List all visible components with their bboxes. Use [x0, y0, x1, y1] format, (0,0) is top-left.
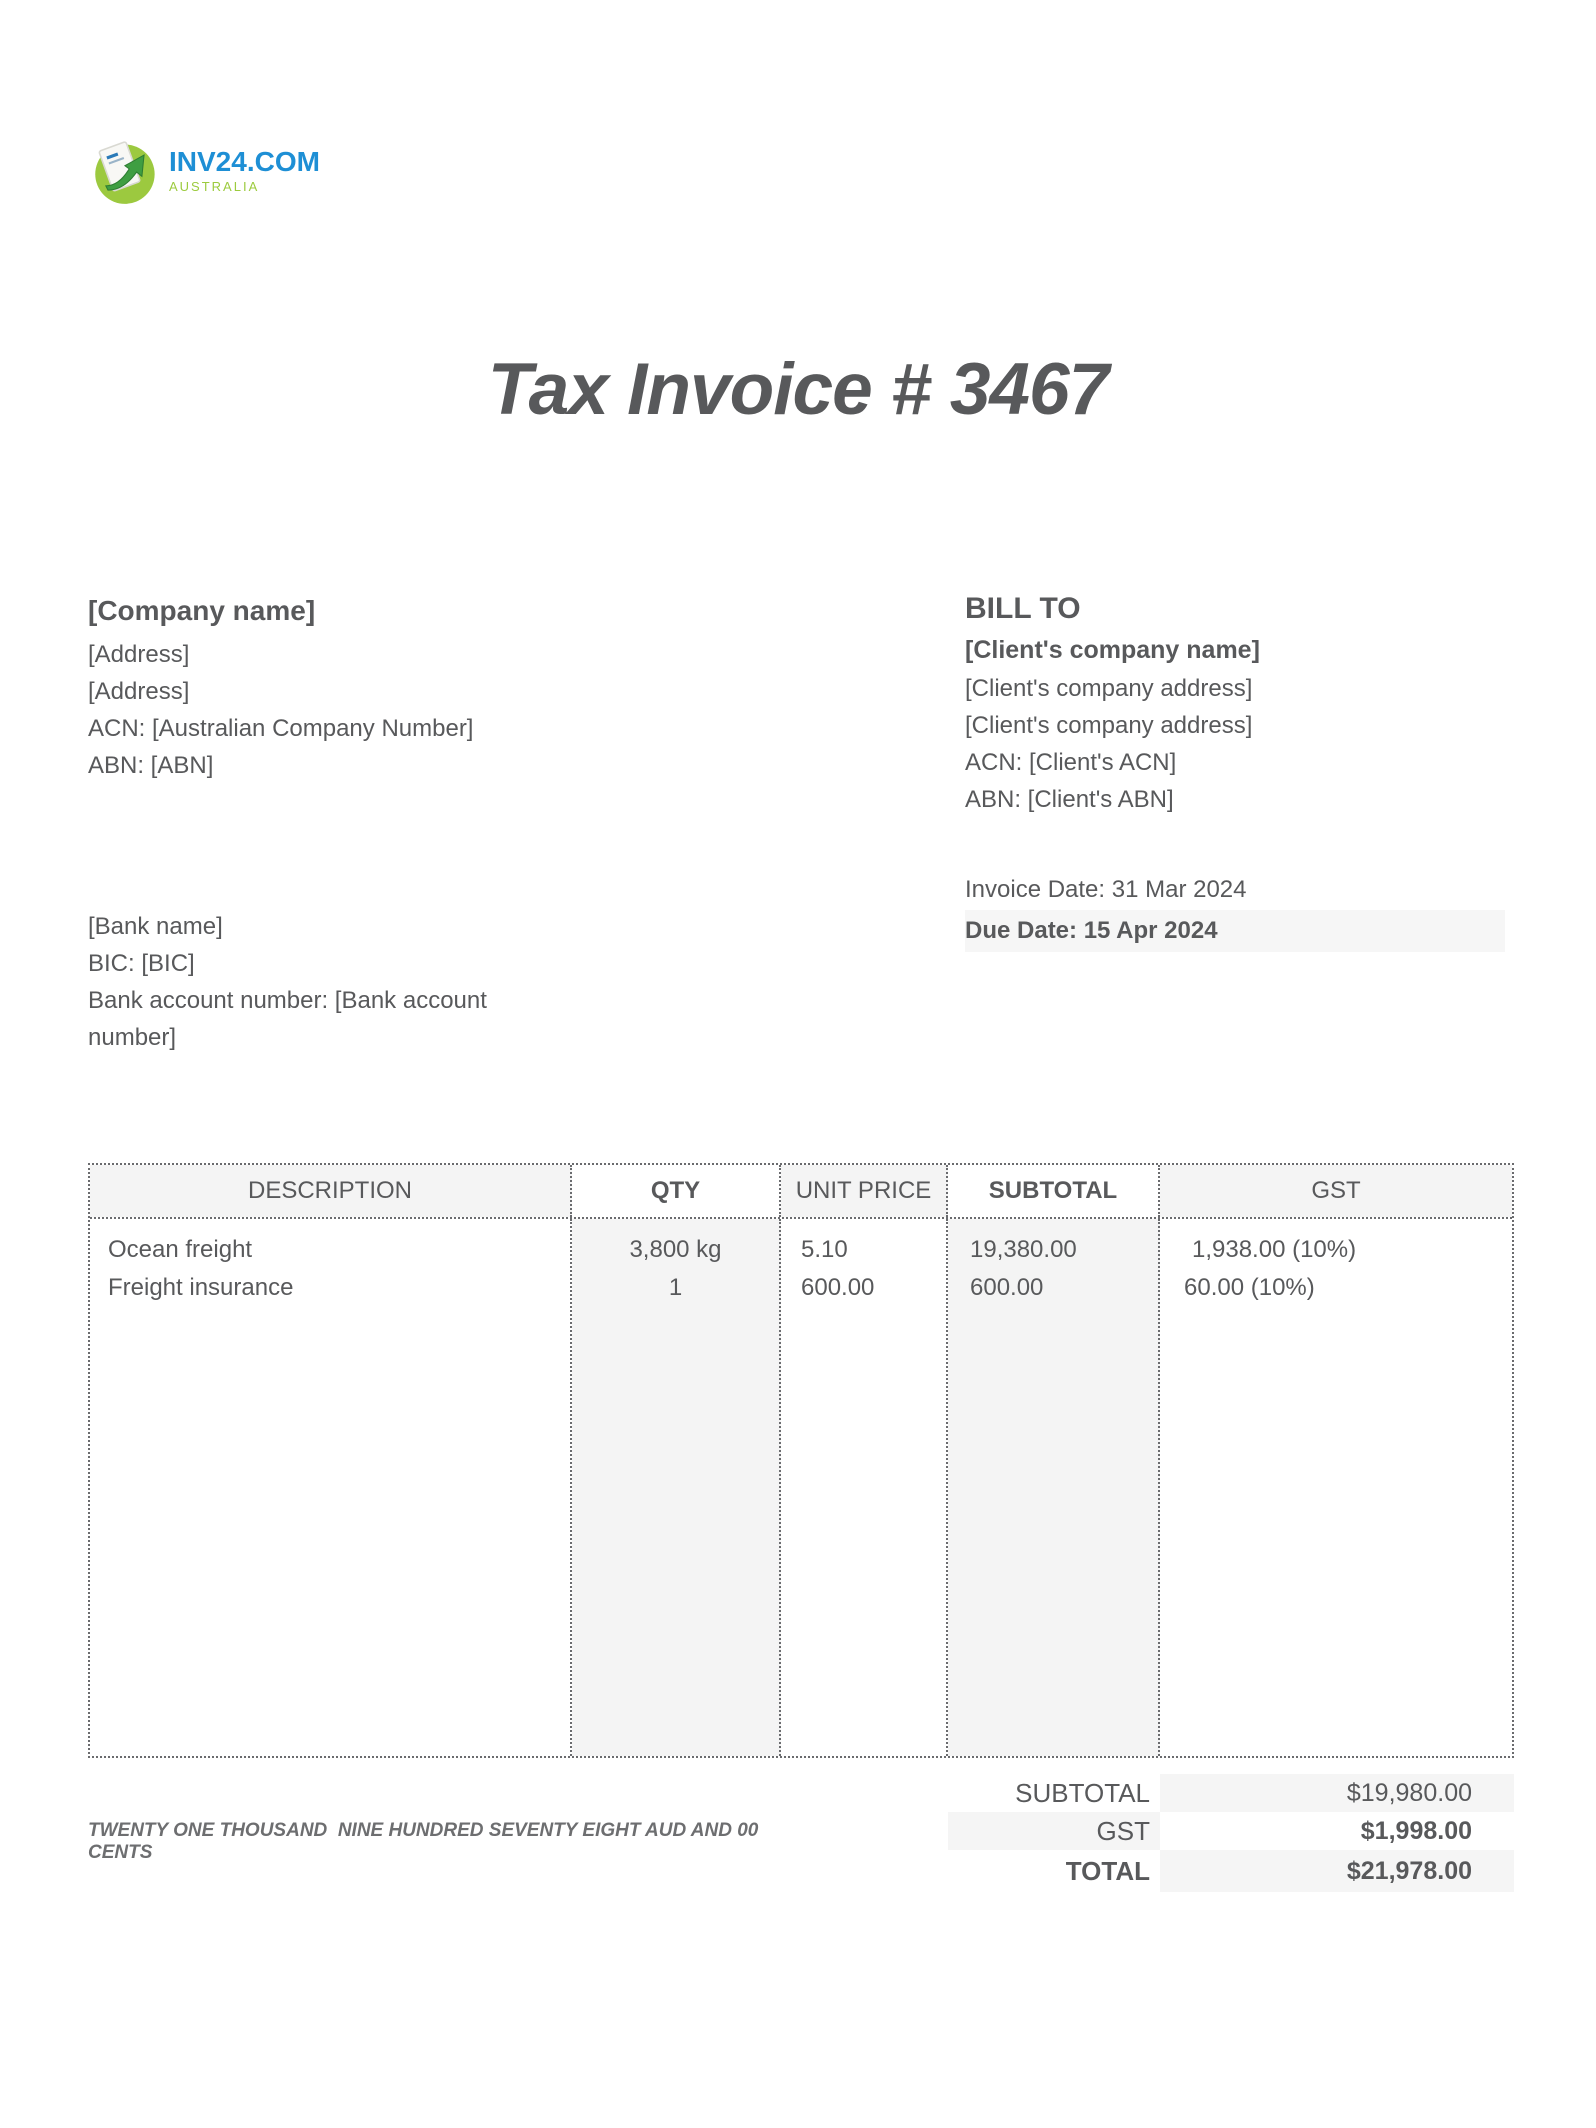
due-date: Due Date: 15 Apr 2024: [965, 910, 1505, 952]
bill-to-heading: BILL TO: [965, 592, 1081, 625]
seller-abn: ABN: [ABN]: [88, 752, 214, 779]
row-0-qty: 3,800 kg: [629, 1236, 722, 1263]
row-1-unit-price: 600.00: [801, 1274, 875, 1301]
client-address-line: [Client's company address]: [965, 712, 1253, 739]
bank-name: [Bank name]: [88, 913, 223, 940]
totals-section: [948, 1774, 1514, 1892]
col-header-gst: GST: [1160, 1165, 1512, 1217]
column-subtotal: [948, 1219, 1160, 1756]
amount-in-words: TWENTY ONE THOUSAND NINE HUNDRED SEVENTY EIGHT AUD AND 00 CENTS: [88, 1820, 764, 1863]
column-qty: [572, 1219, 781, 1756]
invoice-date: Invoice Date: 31 Mar 2024: [965, 876, 1247, 903]
column-description: [90, 1219, 572, 1756]
total-value: $21,978.00: [1160, 1850, 1514, 1892]
logo: [92, 136, 320, 206]
dates-section: [965, 870, 1505, 952]
gst-label: GST: [948, 1812, 1160, 1850]
total-label: TOTAL: [1065, 1856, 1150, 1886]
line-items-table: [88, 1163, 1514, 1758]
row-0-gst: 1,938.00 (10%): [1192, 1236, 1357, 1263]
row-0-description: Ocean freight: [108, 1236, 253, 1263]
brand-region: AUSTRALIA: [169, 179, 260, 194]
bank-section: [88, 908, 518, 1056]
col-header-qty: QTY: [572, 1165, 781, 1217]
client-address-line: [Client's company address]: [965, 675, 1253, 702]
row-0-unit-price: 5.10: [801, 1236, 848, 1263]
col-header-subtotal: SUBTOTAL: [948, 1165, 1160, 1217]
column-gst: [1160, 1219, 1512, 1756]
table-header-row: [90, 1165, 1512, 1219]
row-1-qty: 1: [668, 1274, 683, 1301]
bank-bic: BIC: [BIC]: [88, 950, 195, 977]
bank-account-number: Bank account number: [Bank account number]: [88, 987, 487, 1051]
seller-address-line: [Address]: [88, 678, 190, 705]
seller-company-name: [Company name]: [88, 595, 316, 626]
row-1-description: Freight insurance: [108, 1274, 294, 1301]
brand-name: INV24.COM: [169, 146, 320, 177]
col-header-unit-price: UNIT PRICE: [781, 1165, 948, 1217]
client-company-name: [Client's company name]: [965, 636, 1260, 664]
invoice-title: Tax Invoice # 3467: [487, 349, 1109, 430]
gst-row: [948, 1812, 1514, 1850]
seller-acn: ACN: [Australian Company Number]: [88, 715, 474, 742]
subtotal-label: SUBTOTAL: [1015, 1778, 1150, 1808]
invoice-arrow-icon: [92, 136, 160, 206]
table-body: [90, 1219, 1512, 1756]
seller-section: [88, 590, 608, 784]
total-row: [948, 1850, 1514, 1892]
col-header-description: DESCRIPTION: [90, 1165, 572, 1217]
row-1-gst: 60.00 (10%): [1184, 1274, 1315, 1301]
column-unit-price: [781, 1219, 948, 1756]
client-abn: ABN: [Client's ABN]: [965, 786, 1174, 813]
subtotal-row: [948, 1774, 1514, 1812]
client-acn: ACN: [Client's ACN]: [965, 749, 1177, 776]
subtotal-value: $19,980.00: [1160, 1774, 1514, 1812]
seller-address-line: [Address]: [88, 641, 190, 668]
logo-text: [169, 147, 320, 195]
gst-value: $1,998.00: [1360, 1817, 1472, 1845]
row-0-subtotal: 19,380.00: [970, 1236, 1077, 1263]
bill-to-section: [965, 588, 1510, 818]
row-1-subtotal: 600.00: [970, 1274, 1044, 1301]
